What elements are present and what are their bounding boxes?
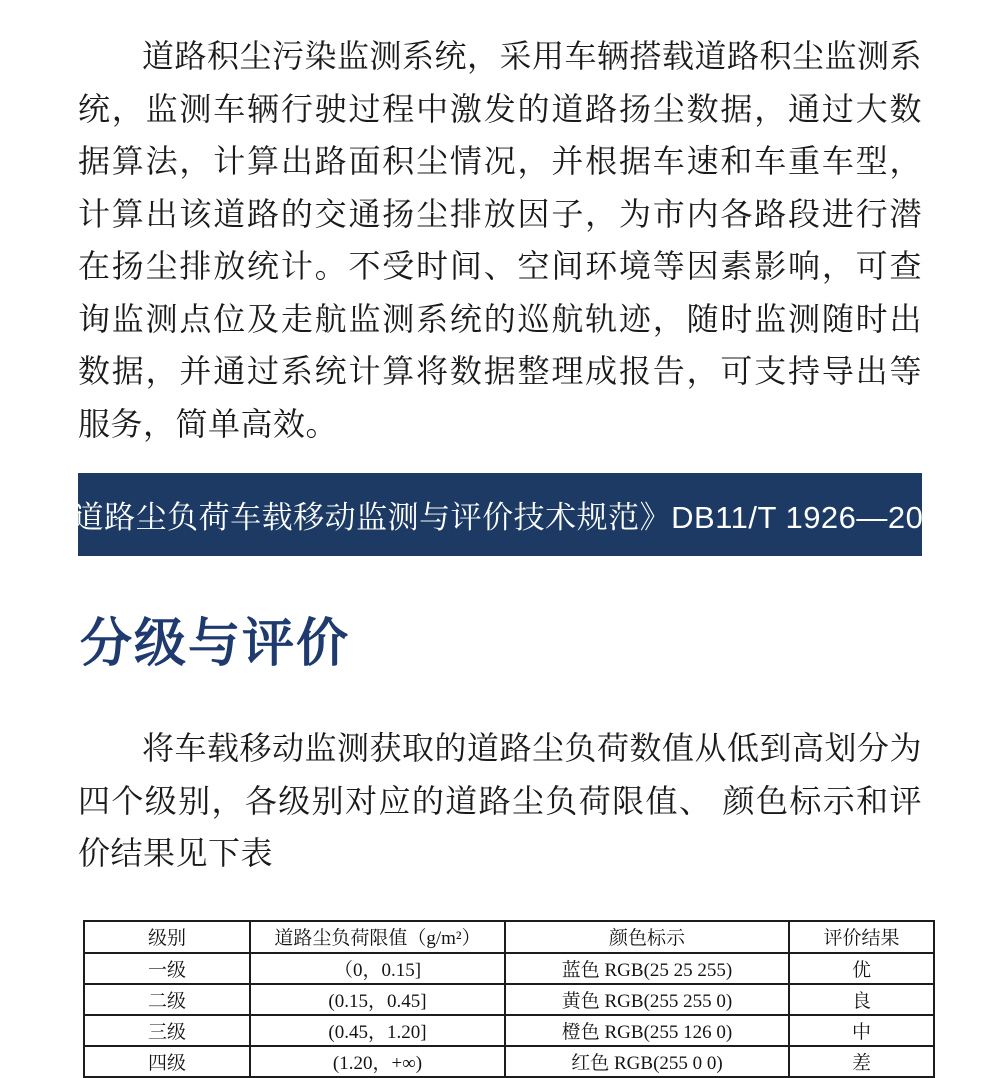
cell-level: 三级: [84, 1015, 250, 1046]
cell-result: 优: [789, 953, 934, 984]
cell-level: 四级: [84, 1046, 250, 1077]
cell-result: 良: [789, 984, 934, 1015]
cell-level: 一级: [84, 953, 250, 984]
cell-result: 差: [789, 1046, 934, 1077]
header-cell-color: 颜色标示: [505, 921, 789, 953]
grading-table-header: [84, 921, 934, 953]
table-header-row: [84, 921, 934, 953]
section-description: 将车载移动监测获取的道路尘负荷数值从低到高划分为四个级别，各级别对应的道路尘负荷限值、 颜色标示和评价结果见下表: [78, 730, 923, 871]
cell-color: 红色 RGB(255 0 0): [505, 1046, 789, 1077]
standard-banner-text: 《道路尘负荷车载移动监测与评价技术规范》DB11/T 1926—2021: [41, 500, 959, 535]
table-row: [84, 1046, 934, 1077]
cell-result: 中: [789, 1015, 934, 1046]
grading-table-body: [84, 953, 934, 1077]
header-cell-limit: 道路尘负荷限值（g/m²）: [250, 921, 505, 953]
cell-color: 蓝色 RGB(25 25 255): [505, 953, 789, 984]
header-cell-result: 评价结果: [789, 921, 934, 953]
standard-banner: [41, 473, 959, 556]
table-row: [84, 984, 934, 1015]
cell-color: 橙色 RGB(255 126 0): [505, 1015, 789, 1046]
grading-table: [83, 920, 935, 1078]
cell-limit: (0.45，1.20]: [250, 1015, 505, 1046]
header-cell-level: 级别: [84, 921, 250, 953]
cell-level: 二级: [84, 984, 250, 1015]
section-heading: 分级与评价: [80, 615, 351, 673]
table-row: [84, 1015, 934, 1046]
cell-limit: (0.15，0.45]: [250, 984, 505, 1015]
cell-limit: (1.20，+∞): [250, 1046, 505, 1077]
intro-paragraph: 道路积尘污染监测系统，采用车辆搭载道路积尘监测系统，监测车辆行驶过程中激发的道路扬尘数据，通过大数据算法，计算出路面积尘情况，并根据车速和车重车型，计算出该道路的交通扬尘排放因子，为市内各路段进行潜在扬尘排放统计。不受时间、空间环境等因素影响，可查询监测点位及走航监测系统的巡航轨迹，随时监测随时出数据，并通过系统计算将数据整理成报告，可支持导出等服务，简单高效。: [78, 38, 923, 442]
cell-limit: （0，0.15]: [250, 953, 505, 984]
table-row: [84, 953, 934, 984]
cell-color: 黄色 RGB(255 255 0): [505, 984, 789, 1015]
